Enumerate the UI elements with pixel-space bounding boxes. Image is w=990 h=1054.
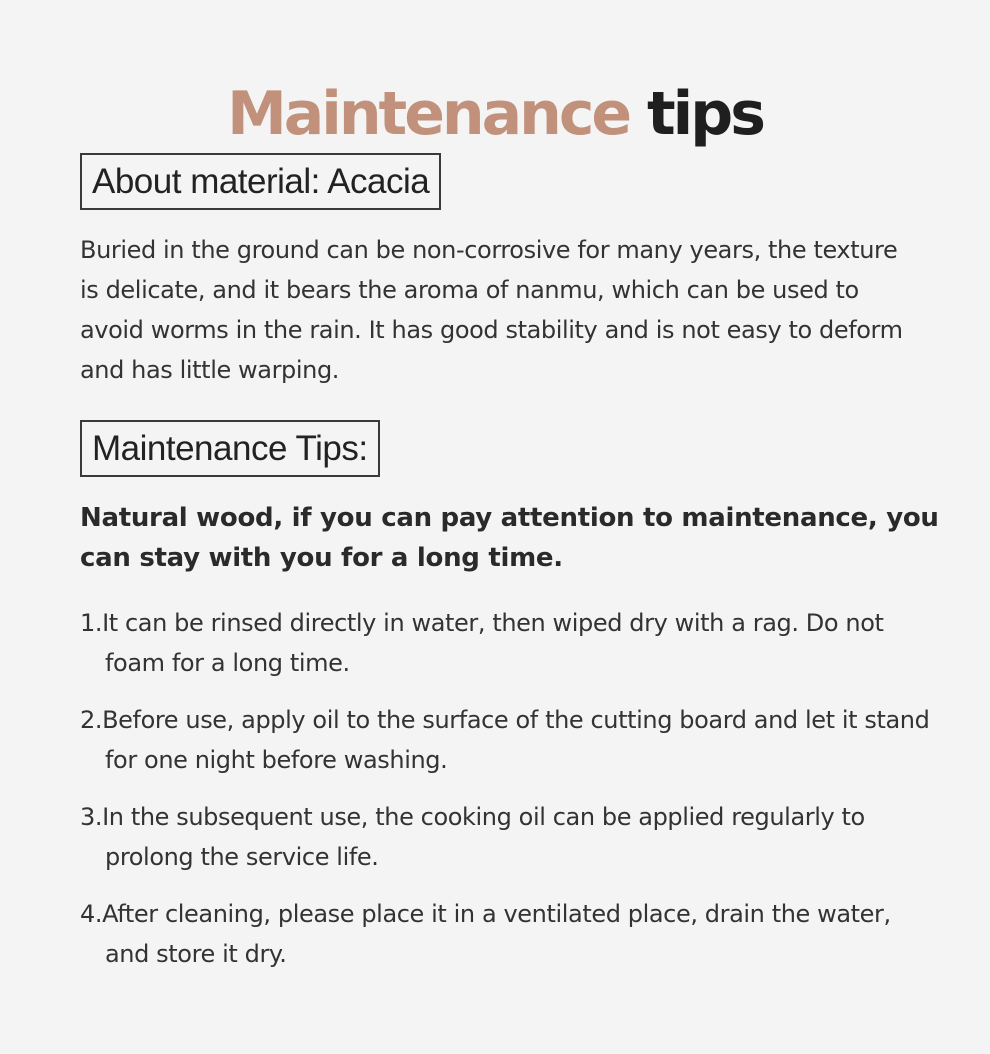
material-description: Buried in the ground can be non-corrosive for many years, the texture is delicate, and it bears the aroma of nanmu, which can be used to avoid worms in the rain. It has good stability and is not easy to deform and has little warping. (80, 236, 903, 384)
page-title (0, 78, 990, 150)
tip-item-3: 3.In the subsequent use, the cooking oil can be applied regularly to prolong the service life. (80, 803, 865, 871)
tips-list (80, 603, 930, 991)
tip-item-1: 1.It can be rinsed directly in water, then wiped dry with a rag. Do not foam for a long time. (80, 609, 884, 677)
tips-lead: Natural wood, if you can pay attention to maintenance, you can stay with you for a long time. (80, 503, 939, 573)
page-title-accent: Maintenance (227, 79, 630, 150)
material-heading: About material: Acacia (80, 153, 441, 210)
tip-item-2: 2.Before use, apply oil to the surface of the cutting board and let it stand for one night before washing. (80, 706, 930, 774)
tips-heading: Maintenance Tips: (80, 420, 380, 477)
tip-item-4: 4.After cleaning, please place it in a ventilated place, drain the water, and store it dry. (80, 900, 891, 968)
page-title-main: tips (647, 79, 763, 150)
